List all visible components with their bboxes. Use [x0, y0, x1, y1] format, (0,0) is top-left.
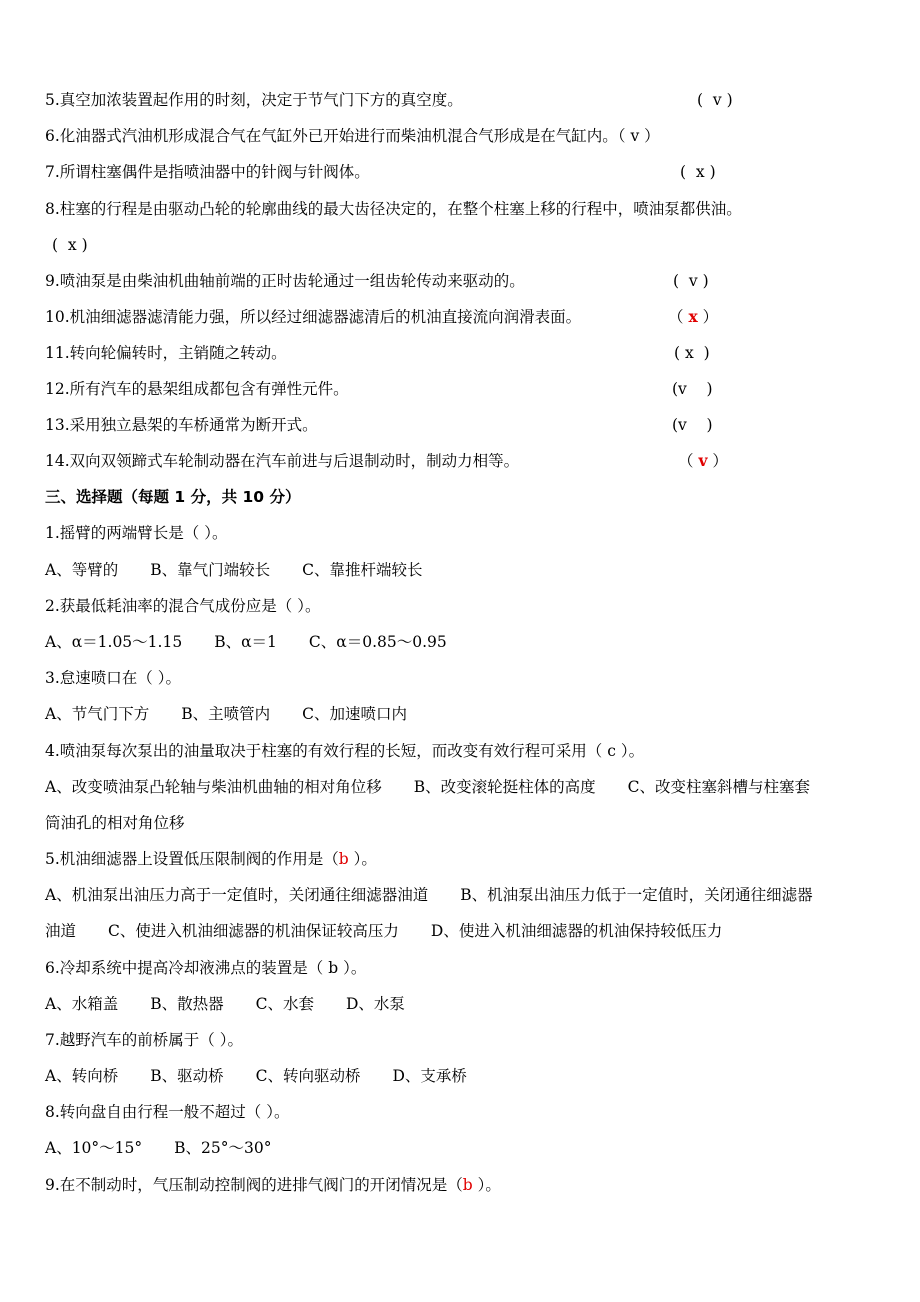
mc-question-9: [45, 1175, 501, 1195]
tf-answer-10: [668, 307, 718, 327]
answer-open: （: [678, 452, 699, 470]
mc-options-7: [45, 1066, 467, 1086]
tf-question-12: [45, 379, 349, 399]
option-a: A、10°～15°: [45, 1139, 143, 1157]
tf-question-10: [45, 307, 581, 327]
question-text: 13.采用独立悬架的车桥通常为断开式。: [45, 416, 318, 434]
answer-mark: b: [338, 850, 349, 868]
option-b: B、靠气门端较长: [150, 561, 271, 579]
option-c: C、α＝0.85～0.95: [308, 633, 447, 651]
option-a: A、机油泵出油压力高于一定值时，关闭通往细滤器油道: [45, 886, 429, 904]
mc-options-6: [45, 994, 405, 1014]
tf-answer-8: ( x ): [52, 236, 88, 254]
question-text: 9.喷油泵是由柴油机曲轴前端的正时齿轮通过一组齿轮传动来驱动的。: [45, 272, 525, 290]
mc-question-3: 3.怠速喷口在（ ）。: [45, 669, 181, 687]
mc-question-7: 7.越野汽车的前桥属于（ ）。: [45, 1031, 243, 1049]
mc-options-3: [45, 704, 407, 724]
option-a: A、等臂的: [45, 561, 119, 579]
question-text: 5.真空加浓装置起作用的时刻，决定于节气门下方的真空度。: [45, 91, 463, 109]
section-heading: 三、选择题（每题 1 分，共 10 分）: [45, 488, 301, 506]
option-c: C、加速喷口内: [302, 705, 407, 723]
option-a: A、改变喷油泵凸轮轴与柴油机曲轴的相对角位移: [45, 778, 382, 796]
question-text: 12.所有汽车的悬架组成都包含有弹性元件。: [45, 380, 349, 398]
mc-question-1: 1.摇臂的两端臂长是（ ）。: [45, 524, 228, 542]
answer-close: ）: [707, 452, 728, 470]
mc-options-5: [45, 885, 813, 905]
option-b: B、25°～30°: [174, 1139, 272, 1157]
mc-options-4: [45, 777, 810, 797]
tf-answer-7: ( x ): [680, 163, 716, 181]
tf-answer-14: [678, 451, 728, 471]
answer-mark: b: [462, 1176, 473, 1194]
mc-question-2: 2.获最低耗油率的混合气成份应是（ ）。: [45, 597, 321, 615]
tf-answer-13: (v ): [672, 416, 713, 434]
option-c: C、转向驱动桥: [255, 1067, 361, 1085]
option-c: C、靠推杆端较长: [302, 561, 423, 579]
answer-close: ）: [697, 308, 719, 326]
option-b: B、主喷管内: [181, 705, 271, 723]
mc-question-4: 4.喷油泵每次泵出的油量取决于柱塞的有效行程的长短，而改变有效行程可采用（ c ）。: [45, 742, 645, 760]
option-b: B、散热器: [150, 995, 224, 1013]
tf-answer-9: ( v ): [673, 272, 709, 290]
option-d: D、使进入机油细滤器的机油保持较低压力: [430, 922, 723, 940]
tf-question-8: [45, 199, 742, 219]
option-b: B、改变滚轮挺柱体的高度: [413, 778, 596, 796]
option-a: A、水箱盖: [45, 995, 119, 1013]
tf-question-14: [45, 451, 519, 471]
answer-mark: x: [688, 307, 698, 326]
question-text-pre: 9.在不制动时，气压制动控制阀的进排气阀门的开闭情况是（: [45, 1176, 463, 1194]
question-text-post: ）。: [472, 1176, 501, 1194]
option-a: A、转向桥: [45, 1067, 119, 1085]
tf-question-7: [45, 162, 370, 182]
mc-options-1: [45, 560, 422, 580]
mc-options-2: [45, 632, 447, 652]
question-text: 6.化油器式汽油机形成混合气在气缸外已开始进行而柴油机混合气形成是在气缸内。（ v ）: [45, 127, 660, 145]
mc-options-5-cont: [45, 921, 722, 941]
tf-answer-12: (v ): [672, 380, 713, 398]
tf-answer-11: ( x ): [674, 344, 710, 362]
question-text-pre: 5.机油细滤器上设置低压限制阀的作用是（: [45, 850, 339, 868]
mc-question-6: 6.冷却系统中提高冷却液沸点的装置是（ b ）。: [45, 959, 367, 977]
question-text: 8.柱塞的行程是由驱动凸轮的轮廓曲线的最大齿径决定的，在整个柱塞上移的行程中，喷油泵都供油。: [45, 200, 742, 218]
answer-open: （: [668, 308, 689, 326]
option-c: C、水套: [255, 995, 314, 1013]
option-b: B、机油泵出油压力低于一定值时，关闭通往细滤器: [460, 886, 813, 904]
mc-question-5: [45, 849, 377, 869]
tf-question-6: [45, 126, 660, 146]
question-text-post: ）。: [348, 850, 377, 868]
tf-question-11: [45, 343, 287, 363]
option-c: C、改变柱塞斜槽与柱塞套: [627, 778, 810, 796]
tf-answer-5: ( v ): [697, 91, 733, 109]
answer-mark: v: [698, 451, 708, 470]
mc-options-4-cont: 筒油孔的相对角位移: [45, 814, 185, 832]
option-c: C、使进入机油细滤器的机油保证较高压力: [108, 922, 399, 940]
mc-options-8: [45, 1138, 271, 1158]
option-a: A、节气门下方: [45, 705, 150, 723]
question-text: 7.所谓柱塞偶件是指喷油器中的针阀与针阀体。: [45, 163, 370, 181]
tf-question-13: [45, 415, 318, 435]
tf-question-9: [45, 271, 525, 291]
option-b: B、驱动桥: [150, 1067, 224, 1085]
option-b: B、α＝1: [214, 633, 277, 651]
mc-question-8: 8.转向盘自由行程一般不超过（ ）。: [45, 1103, 290, 1121]
option-a: A、α＝1.05～1.15: [45, 633, 183, 651]
option-d: D、支承桥: [392, 1067, 467, 1085]
option-b-cont: 油道: [45, 922, 77, 940]
question-text: 14.双向双领蹄式车轮制动器在汽车前进与后退制动时，制动力相等。: [45, 452, 520, 470]
option-d: D、水泵: [345, 995, 405, 1013]
question-text: 11.转向轮偏转时，主销随之转动。: [45, 344, 287, 362]
tf-question-5: [45, 90, 463, 110]
question-text: 10.机油细滤器滤清能力强，所以经过细滤器滤清后的机油直接流向润滑表面。: [45, 308, 582, 326]
